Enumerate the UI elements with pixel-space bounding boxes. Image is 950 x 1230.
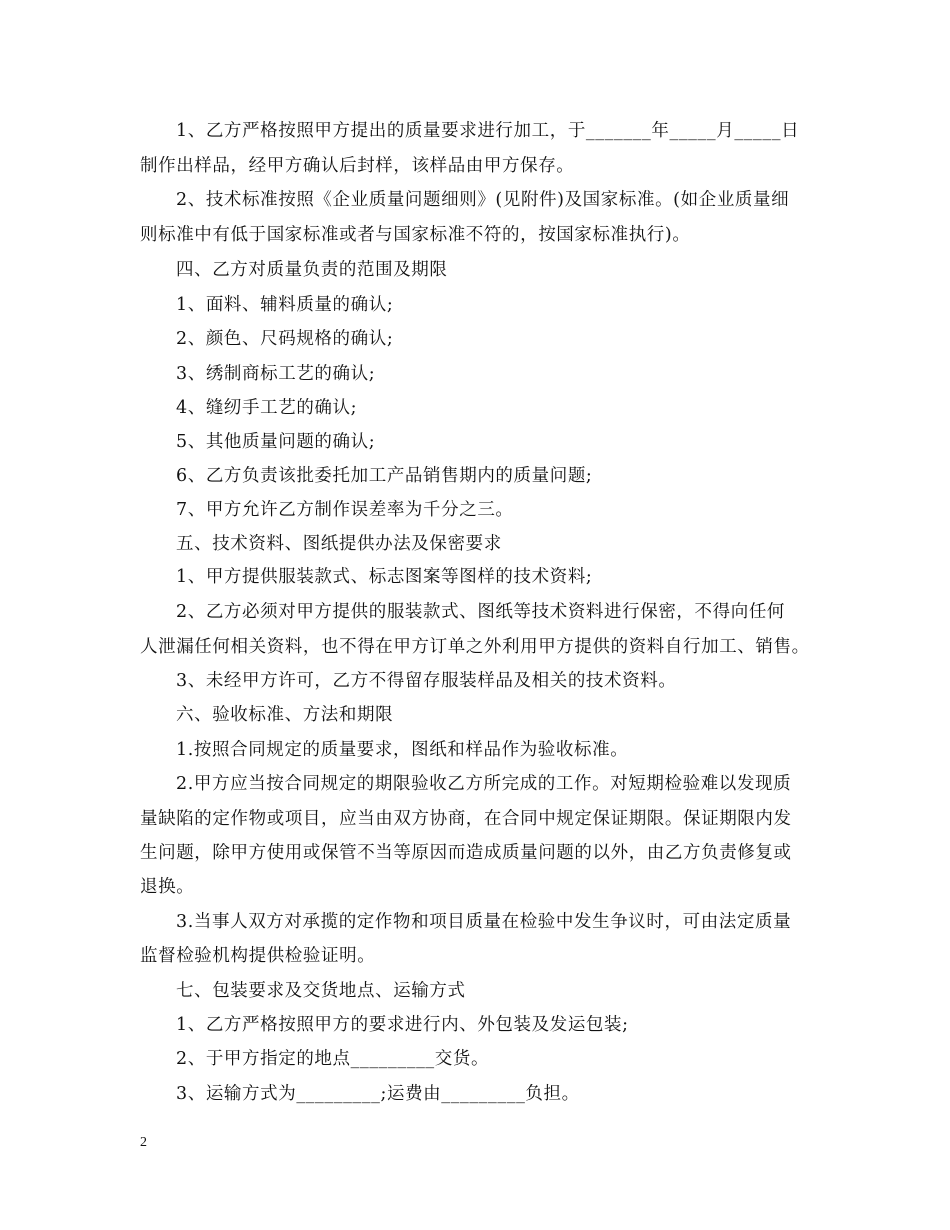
paragraph-line: 监督检验机构提供检验证明。	[140, 946, 376, 966]
list-item: 1、乙方严格按照甲方的要求进行内、外包装及发运包装;	[176, 1015, 629, 1035]
section-heading: 七、包装要求及交货地点、运输方式	[176, 981, 466, 1001]
paragraph-line: 2、乙方必须对甲方提供的服装款式、图纸等技术资料进行保密，不得向任何	[176, 602, 786, 622]
page-number: 2	[140, 1135, 147, 1150]
list-item: 5、其他质量问题的确认;	[176, 432, 376, 452]
list-item: 7、甲方允许乙方制作误差率为千分之三。	[176, 500, 514, 520]
paragraph-line: 1、乙方严格按照甲方提出的质量要求进行加工，于_______年_____月_____日	[176, 121, 800, 141]
list-item: 2、颜色、尺码规格的确认;	[176, 329, 394, 349]
paragraph-line: 生问题，除甲方使用或保管不当等原因而造成质量问题的以外，由乙方负责修复或	[140, 843, 792, 863]
section-heading: 五、技术资料、图纸提供办法及保密要求	[176, 534, 502, 554]
paragraph-line: 3.当事人双方对承揽的定作物和项目质量在检验中发生争议时，可由法定质量	[176, 912, 792, 932]
list-item: 2、于甲方指定的地点_________交货。	[176, 1049, 490, 1069]
list-item: 3、绣制商标工艺的确认;	[176, 364, 376, 384]
paragraph-line: 制作出样品，经甲方确认后封样，该样品由甲方保存。	[140, 156, 575, 176]
list-item: 3、未经甲方许可，乙方不得留存服装样品及相关的技术资料。	[176, 671, 677, 691]
list-item: 6、乙方负责该批委托加工产品销售期内的质量问题;	[176, 466, 593, 486]
paragraph-line: 2.甲方应当按合同规定的期限验收乙方所完成的工作。对短期检验难以发现质	[176, 774, 792, 794]
list-item: 1、甲方提供服装款式、标志图案等图样的技术资料;	[176, 567, 593, 587]
list-item: 1.按照合同规定的质量要求，图纸和样品作为验收标准。	[176, 740, 629, 760]
paragraph-line: 则标准中有低于国家标准或者与国家标准不符的，按国家标准执行)。	[140, 225, 691, 245]
section-heading: 四、乙方对质量负责的范围及期限	[176, 260, 448, 280]
list-item: 3、运输方式为_________;运费由_________负担。	[176, 1084, 580, 1104]
section-heading: 六、验收标准、方法和期限	[176, 705, 394, 725]
list-item: 4、缝纫手工艺的确认;	[176, 398, 358, 418]
paragraph-line: 人泄漏任何相关资料，也不得在甲方订单之外利用甲方提供的资料自行加工、销售。	[140, 637, 810, 657]
paragraph-line: 量缺陷的定作物或项目，应当由双方协商，在合同中规定保证期限。保证期限内发	[140, 809, 792, 829]
list-item: 1、面料、辅料质量的确认;	[176, 295, 394, 315]
paragraph-line: 2、技术标准按照《企业质量问题细则》(见附件)及国家标准。(如企业质量细	[176, 190, 790, 210]
paragraph-line: 退换。	[140, 877, 195, 897]
